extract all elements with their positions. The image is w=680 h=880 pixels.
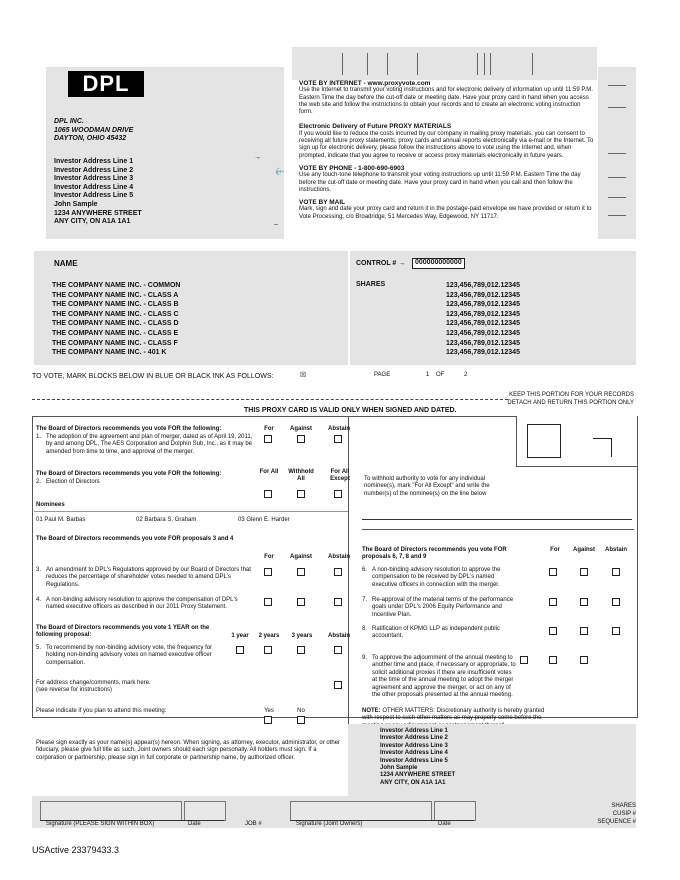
corner-panel <box>516 416 637 467</box>
col-against-3: Against <box>572 547 595 553</box>
date-box[interactable] <box>184 801 226 821</box>
p6-for-checkbox[interactable] <box>549 568 557 576</box>
internet-title: VOTE BY INTERNET - www.proxyvote.com <box>299 80 431 87</box>
electronic-text: If you would like to reduce the costs incurred by our company in mailing proxy materials, you can consent to receiving all future proxy statements, proxy cards and annual reports electronically via e-mail or the Internet. To sign up for electronic delivery, please follow the instructions above to vote using the Internet and, when prompted, indicate that you agree to receive or access proxy materials electronically in future years. <box>299 130 594 159</box>
page-label: PAGE <box>374 372 391 378</box>
p2-withhold-all-checkbox[interactable] <box>297 490 305 498</box>
name-panel <box>34 251 348 365</box>
shares-list: 123,456,789,012.12345 123,456,789,012.12345 123,456,789,012.12345 123,456,789,012.12345 123,456,789,012.12345 123,456,789,012.12345 123,456,789,012.12345 123,456,789,012.12345 <box>446 282 520 357</box>
p3-for-checkbox[interactable] <box>264 568 272 576</box>
p3-num: 3. <box>36 567 42 573</box>
p5-abstain-checkbox[interactable] <box>334 646 342 654</box>
page-num: 1 <box>426 372 430 378</box>
nominee-1: 01 Paul M. Barbas <box>36 517 86 523</box>
p7-num: 7. <box>362 597 368 603</box>
name-label: NAME <box>54 259 78 268</box>
note-text: NOTE: OTHER MATTERS: Discretionary authority is hereby granted with respect to such other matters as may properly come before the <box>362 708 545 722</box>
p2-text: Election of Directors <box>46 479 100 485</box>
valid-text: THIS PROXY CARD IS VALID ONLY WHEN SIGNED AND DATED. <box>244 407 457 414</box>
arrow-right-icon: → <box>254 154 261 161</box>
joint-label: Signature (Joint Owners) <box>296 821 363 827</box>
holdings-list: THE COMPANY NAME INC. - COMMON THE COMPANY NAME INC. - CLASS A THE COMPANY NAME INC. - CLASS B THE COMPANY NAME INC. - CLASS C THE COMPANY NAME INC. - CLASS D THE COMPANY NAME INC. - CLASS E THE COMPANY NAME INC. - CLASS F THE COMPANY NAME INC. - 401 K <box>52 282 181 357</box>
job-label: JOB # <box>245 821 262 827</box>
col-against: Against <box>289 426 312 432</box>
mark-sample: ☒ <box>300 372 307 379</box>
p1-against-checkbox[interactable] <box>297 435 305 443</box>
p34-header: The Board of Directors recommends you vote FOR proposals 3 and 4 <box>36 536 234 542</box>
col-abstain-3: Abstain <box>327 633 350 639</box>
p9-for-checkbox[interactable] <box>520 656 528 664</box>
nominee-write-line[interactable] <box>362 519 632 520</box>
internet-text: Use the Internet to transmit your voting instructions and for electronic delivery of information up until 11:59 P.M. Eastern Time the day before the cut-off date or meeting date. Have your proxy card in hand when you access the web site and follow the instructions to obtain your records and to create an electronic voting instruction form. <box>299 87 593 116</box>
mail-title: VOTE BY MAIL <box>299 199 346 207</box>
p8-against-checkbox[interactable] <box>580 627 588 635</box>
joint-date-box[interactable] <box>434 801 476 821</box>
p9-abstain-checkbox[interactable] <box>580 656 588 664</box>
barcode-box <box>292 47 597 80</box>
right-side-tab <box>598 67 636 239</box>
shares-label: SHARES <box>356 281 386 288</box>
col-for-2: For <box>264 554 274 560</box>
col-against-2: Against <box>289 554 312 560</box>
col-for-all: For All <box>259 469 279 475</box>
bottom-address-panel <box>348 724 636 796</box>
keep-text: KEEP THIS PORTION FOR YOUR RECORDS <box>509 392 634 398</box>
detach-text: DETACH AND RETURN THIS PORTION ONLY <box>507 400 634 406</box>
page-of: OF <box>436 372 445 378</box>
sign-instructions: Please sign exactly as your name(s) appear(s) hereon. When signing, as attorney, executor, administrator, or other fiduciary, please give full title as such. Joint owners should each sign personally. All holders must sign. If a corporation or partnership, please sign in full corporate or partnership name, by authorized officer. <box>36 740 341 761</box>
ab-mark-icon: ⚓ <box>275 166 283 176</box>
p6-text: A non-binding advisory resolution to approve the compensation to be received by DPL's named executive officers in connection with the merger. <box>372 567 501 588</box>
p9-text: To approve the adjournment of the annual meeting to another time and place, if necessary or appropriate, to solicit additional proxies if there are insufficient votes at the time of the annual meeting to adopt the merger agreement and approve the merger, or act on any of the other proposals presented at the annual meeting. <box>372 655 516 699</box>
p9-against-checkbox[interactable] <box>549 656 557 664</box>
p2-for-all-except-checkbox[interactable] <box>334 490 342 498</box>
phone-title: VOTE BY PHONE - 1-800-690-6903 <box>299 164 405 172</box>
attend-yes-checkbox[interactable] <box>264 716 272 724</box>
p7-abstain-checkbox[interactable] <box>612 598 620 606</box>
nominee-2: 02 Barbara S. Graham <box>136 517 197 523</box>
p6-rule <box>362 529 634 530</box>
p4-for-checkbox[interactable] <box>264 598 272 606</box>
p1-abstain-checkbox[interactable] <box>334 435 342 443</box>
company-panel <box>46 67 284 239</box>
sig-label: Signature (PLEASE SIGN WITHIN BOX) <box>46 821 155 827</box>
tilde-mark-icon: ~ <box>274 222 279 229</box>
p6-abstain-checkbox[interactable] <box>612 568 620 576</box>
phone-text: Use any touch-tone telephone to transmit your voting instructions up until 11:59 P.M. Eastern Time the day before the cut-off date or meeting date. Have your proxy card in hand when you call and then follow the instructions. <box>299 172 581 193</box>
p3-against-checkbox[interactable] <box>297 568 305 576</box>
date-label: Date <box>188 821 201 827</box>
p8-num: 8. <box>362 626 368 632</box>
col-for: For <box>264 426 274 432</box>
p5-2years-checkbox[interactable] <box>264 646 272 654</box>
date2-label: Date <box>438 821 451 827</box>
col-withhold-all: Withhold All <box>288 469 314 483</box>
attend-no-checkbox[interactable] <box>297 716 305 724</box>
mail-text: Mark, sign and date your proxy card and return it in the postage-paid envelope we have provided or return it to Vote Processing, c/o Broadridge, 51 Mercedes Way, Edgewood, NY 11717. <box>299 206 592 220</box>
p8-text: Ratification of KPMG LLP as independent public accountant. <box>372 626 500 640</box>
instruction-text: TO VOTE, MARK BLOCKS BELOW IN BLUE OR BLACK INK AS FOLLOWS: <box>32 373 274 380</box>
p5-3years-checkbox[interactable] <box>297 646 305 654</box>
p1-for-checkbox[interactable] <box>264 435 272 443</box>
col-1year: 1 year <box>231 633 249 639</box>
p1-num: 1. <box>36 434 42 440</box>
p7-for-checkbox[interactable] <box>549 598 557 606</box>
col-for-3: For <box>550 547 560 553</box>
electronic-title: Electronic Delivery of Future PROXY MATERIALS <box>299 123 452 131</box>
ballot-divider <box>348 416 349 724</box>
p5-text: To recommend by non-binding advisory vote, the frequency for holding non-binding advisory votes on named executive officer compensation. <box>46 645 213 666</box>
p1-header: The Board of Directors recommends you vote FOR the following: <box>36 426 222 432</box>
p7-text: Re-approval of the material terms of the performance goals under DPL's 2006 Equity Performance and Incentive Plan. <box>372 597 514 618</box>
col-3years: 3 years <box>291 633 313 639</box>
control-label: CONTROL # → <box>356 260 406 267</box>
p4-num: 4. <box>36 597 42 603</box>
detach-line <box>32 399 508 400</box>
control-number: 000000000000 <box>412 258 465 269</box>
joint-signature-box[interactable] <box>290 801 432 821</box>
p5-header: The Board of Directors recommends you vote 1 YEAR on the following proposal: <box>36 625 210 639</box>
address-change-checkbox[interactable] <box>334 681 342 689</box>
nominee-3: 03 Glenn E. Harder <box>238 517 290 523</box>
footer-doc-id: USActive 23379433.3 <box>32 845 120 855</box>
shares-cusip-seq: SHARES CUSIP # SEQUENCE # <box>597 803 636 825</box>
p2-num: 2. <box>36 479 42 485</box>
p8-abstain-checkbox[interactable] <box>612 627 620 635</box>
p6-num: 6. <box>362 567 368 573</box>
col-abstain-2: Abstain <box>327 554 350 560</box>
p4-text: A non-binding advisory resolution to approve the compensation of DPL's named executive officers as described in our 2011 Proxy Statement. <box>46 597 238 611</box>
company-name: DPL INC. 1065 WOODMAN DRIVE DAYTON, OHIO 45432 <box>54 118 134 143</box>
p2-header: The Board of Directors recommends you vote FOR the following: <box>36 471 222 477</box>
p3-text: An amendment to DPL's Regulations approved by our Board of Directors that reduces the percentage of shareholder votes needed to amend DPL's Regulations. <box>46 567 251 588</box>
col-for-all-except: For All Except <box>330 469 350 483</box>
corner-mark <box>593 438 612 457</box>
p4-abstain-checkbox[interactable] <box>334 598 342 606</box>
nominees-rule <box>34 511 348 512</box>
col-abstain: Abstain <box>327 426 350 432</box>
col-2years: 2 years <box>258 633 280 639</box>
withhold-note: To withhold authority to vote for any individual nominee(s), mark "For All Except" and write the number(s) of the nominee(s) on the line below <box>364 476 490 497</box>
col-yes: Yes <box>264 708 274 714</box>
address-change-text: For address change/comments, mark here. (see reverse for instructions) <box>36 680 151 694</box>
dpl-logo: DPL <box>68 71 144 97</box>
p4-against-checkbox[interactable] <box>297 598 305 606</box>
p6-header: The Board of Directors recommends you vote FOR proposals 6, 7, 8 and 9 <box>362 547 507 561</box>
investor-address: Investor Address Line 1 Investor Address Line 2 Investor Address Line 3 Investor Address Line 4 Investor Address Line 5 John Sample 1234 ANYWHERE STREET ANY CITY, ON A1A 1A1 <box>54 158 142 226</box>
p9-num: 9. <box>362 655 368 661</box>
p3-abstain-checkbox[interactable] <box>334 568 342 576</box>
voting-instructions <box>299 80 595 221</box>
p1-text: The adoption of the agreement and plan of merger, dated as of April 19, 2011, by and among DPL, The AES Corporation and Dolphin Sub, Inc., as it may be amended from time to time, and approval of the merger. <box>46 434 253 455</box>
col-no: No <box>297 708 305 714</box>
p6-against-checkbox[interactable] <box>580 568 588 576</box>
bottom-investor-address: Investor Address Line 1 Investor Address Line 2 Investor Address Line 3 Investor Address Line 4 Investor Address Line 5 John Sample 1234 ANYWHERE STREET ANY CITY, ON A1A 1A1 <box>380 728 456 786</box>
p2-for-all-checkbox[interactable] <box>264 490 272 498</box>
nominees-label: Nominees <box>36 502 65 508</box>
col-abstain-4: Abstain <box>604 547 627 553</box>
page-total: 2 <box>464 372 468 378</box>
attend-text: Please indicate if you plan to attend this meeting: <box>36 708 167 714</box>
p5-1year-checkbox[interactable] <box>236 646 244 654</box>
p7-against-checkbox[interactable] <box>580 598 588 606</box>
corner-box <box>527 424 561 458</box>
p8-for-checkbox[interactable] <box>549 627 557 635</box>
signature-box[interactable] <box>40 801 182 821</box>
p5-num: 5. <box>36 645 42 651</box>
